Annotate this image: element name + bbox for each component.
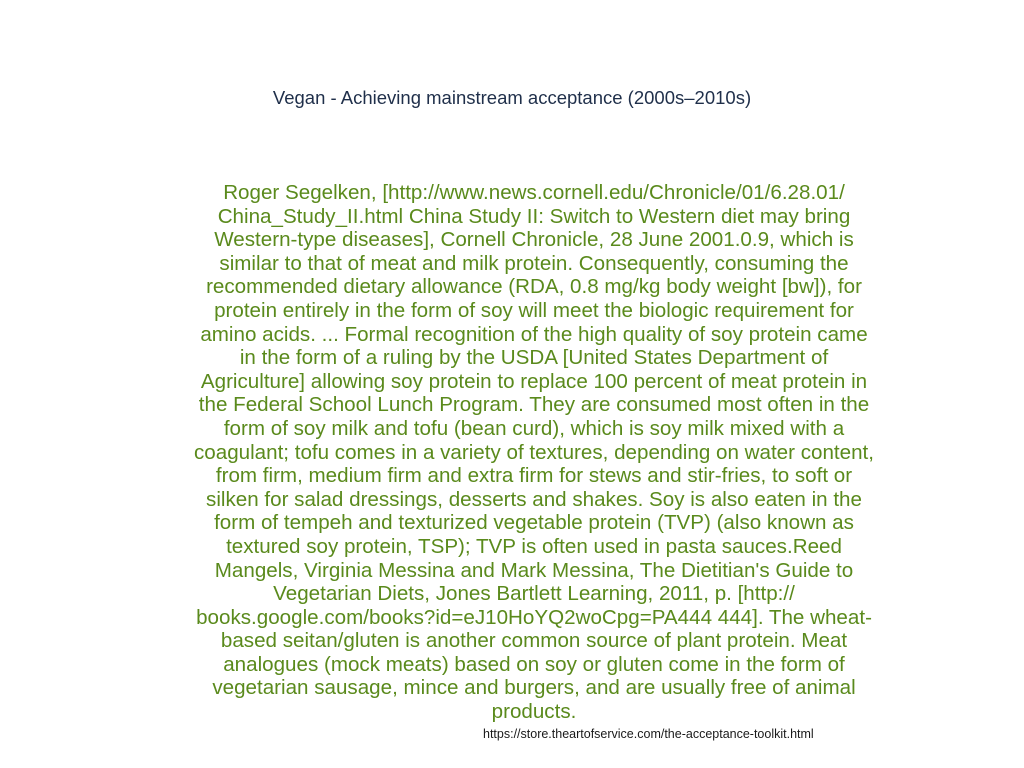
body-line: form of tempeh and texturized vegetable protein (TVP) (also known as [214,511,854,535]
body-line: coagulant; tofu comes in a variety of textures, depending on water content, [193,440,874,464]
body-line: protein entirely in the form of soy will meet the biologic requirement for [214,298,854,322]
body-line: Mangels, Virginia Messina and Mark Messina, The Dietitian's Guide to [214,558,854,582]
body-line: similar to that of meat and milk protein. Consequently, consuming the [219,251,849,275]
body-line: in the form of a ruling by the USDA [United States Department of [239,346,829,370]
slide-title: Vegan - Achieving mainstream acceptance (2000s–2010s) [272,87,752,108]
footer-url-link[interactable]: https://store.theartofservice.com/the-acceptance-toolkit.html [483,727,814,741]
body-line: amino acids. ... Formal recognition of the high quality of soy protein came [200,322,868,346]
body-line: silken for salad dressings, desserts and shakes. Soy is also eaten in the [206,487,862,511]
body-line: Agriculture] allowing soy protein to replace 100 percent of meat protein in [200,369,868,393]
body-line: vegetarian sausage, mince and burgers, and are usually free of animal [212,676,856,700]
body-line: the Federal School Lunch Program. They are consumed most often in the [198,393,870,417]
slide-body [98,181,970,724]
body-line: from firm, medium firm and extra firm for stews and stir-fries, to soft or [215,464,853,488]
body-line: products. [491,700,577,724]
body-line: Vegetarian Diets, Jones Bartlett Learning, 2011, p. [http:// [273,582,795,606]
body-line: textured soy protein, TSP); TVP is often used in pasta sauces.Reed [226,534,842,558]
body-line: China_Study_II.html China Study II: Switch to Western diet may bring [217,204,851,228]
body-line: Roger Segelken, [http://www.news.cornell.edu/Chronicle/01/6.28.01/ [223,181,845,204]
body-line: form of soy milk and tofu (bean curd), which is soy milk mixed with a [223,416,845,440]
body-line: analogues (mock meats) based on soy or gluten come in the form of [223,652,845,676]
body-line: books.google.com/books?id=eJ10HoYQ2woCpg=PA444 444]. The wheat- [196,605,872,629]
body-line: recommended dietary allowance (RDA, 0.8 mg/kg body weight [bw]), for [206,275,862,299]
body-line: based seitan/gluten is another common source of plant protein. Meat [220,629,848,653]
body-line: Western-type diseases], Cornell Chronicle, 28 June 2001.0.9, which is [214,228,854,252]
